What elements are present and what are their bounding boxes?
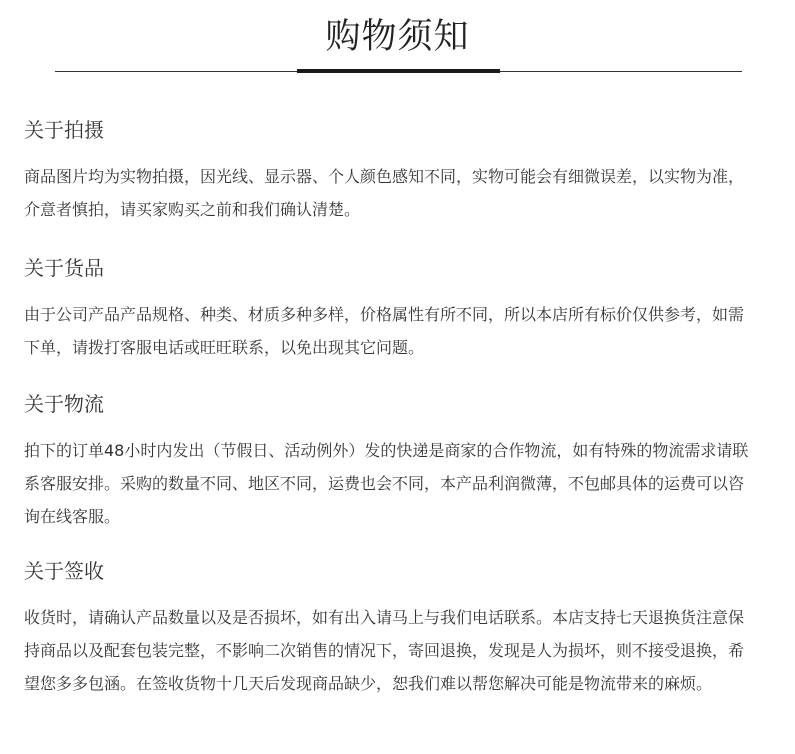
page-title: 购物须知: [325, 17, 470, 57]
section-logistics: [24, 390, 756, 533]
section-receipt: [24, 557, 756, 700]
section-body: 商品图片均为实物拍摄，因光线、显示器、个人颜色感知不同，实物可能会有细微误差，以实物为准，介意者慎拍，请买家购买之前和我们确认清楚。: [24, 167, 745, 219]
section-heading: 关于货品: [24, 256, 104, 280]
title-underline-accent: [297, 69, 500, 73]
section-body: 拍下的订单48小时内发出（节假日、活动例外）发的快递是商家的合作物流，如有特殊的物流需求请联系客服安排。采购的数量不同、地区不同，运费也会不同，本产品利润微薄，不包邮具体的运费可以咨询在线客服。: [24, 441, 749, 526]
section-body: 收货时，请确认产品数量以及是否损坏，如有出入请马上与我们电话联系。本店支持七天退换货注意保持商品以及配套包装完整，不影响二次销售的情况下，寄回退换，发现是人为损坏，则不接受退换，希望您多多包涵。在签收货物十几天后发现商品缺少，恕我们难以帮您解决可能是物流带来的麻烦。: [24, 608, 745, 693]
section-heading: 关于签收: [24, 559, 104, 583]
section-heading: 关于拍摄: [24, 118, 104, 142]
section-goods: [24, 254, 756, 364]
section-photography: [24, 116, 756, 226]
section-body: 由于公司产品产品规格、种类、材质多种多样，价格属性有所不同，所以本店所有标价仅供参考，如需下单，请拨打客服电话或旺旺联系，以免出现其它问题。: [24, 305, 745, 357]
page-header: [0, 0, 795, 74]
section-heading: 关于物流: [24, 392, 104, 416]
